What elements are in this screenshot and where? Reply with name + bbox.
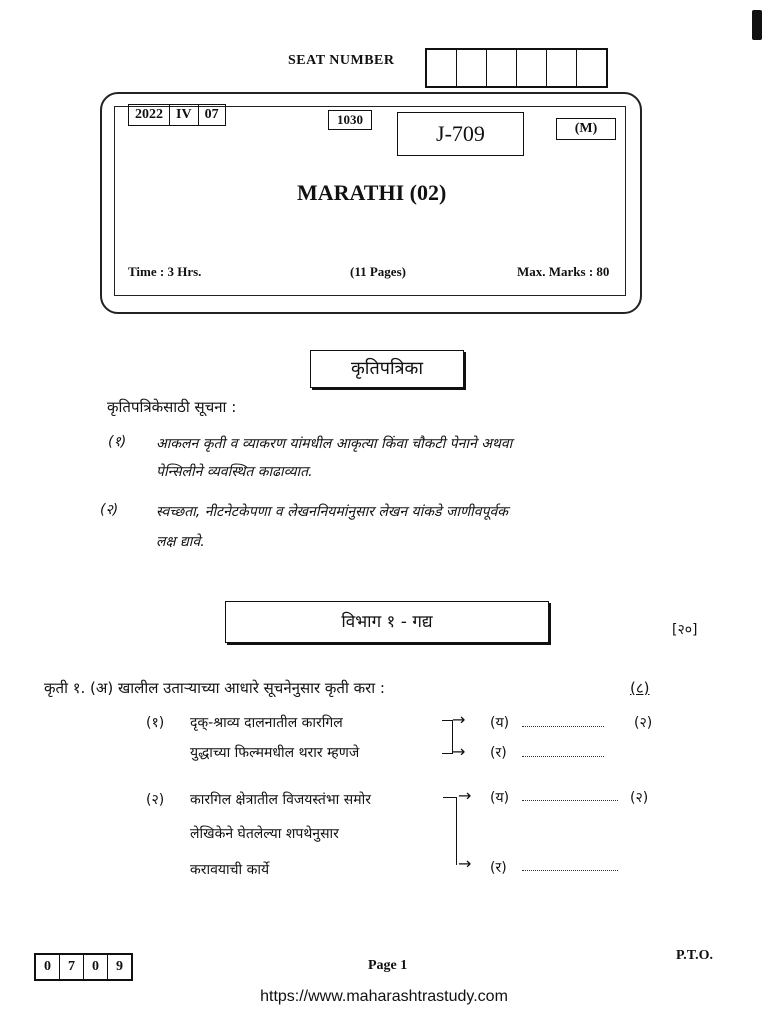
exam-code-box: J-709: [397, 112, 524, 156]
paper-code-group: [128, 104, 226, 126]
page-count: (11 Pages): [350, 264, 406, 279]
seat-number-boxes: [425, 48, 608, 88]
code-digit: 7: [60, 955, 84, 979]
code-digit: 9: [116, 959, 123, 974]
answer-blank: [522, 726, 604, 727]
instructions-title: कृतिपत्रिकेसाठी सूचना :: [107, 398, 237, 416]
subquestion-number: (२): [146, 792, 165, 808]
arrow-icon: →: [452, 710, 466, 729]
seat-number-label: SEAT NUMBER: [288, 53, 395, 68]
pto-label: P.T.O.: [676, 948, 713, 963]
question-marks: (८): [630, 679, 650, 697]
subquestion-text: दृक्‌-श्राव्य दालनातील कारगिल: [190, 715, 343, 731]
month-code: 07: [204, 107, 219, 122]
code-digit: 0: [36, 955, 60, 979]
answer-label: (र): [490, 860, 507, 876]
subquestion-text: कारगिल क्षेत्रातील विजयस्तंभा समोर: [190, 792, 371, 808]
answer-marks: (२): [634, 715, 653, 731]
medium-box: (M): [556, 118, 616, 140]
instruction-text: आकलन कृती व व्याकरण यांमधील आकृत्या किंवा चौकटी पेनाने अथवा: [156, 436, 513, 452]
code-1030-box: 1030: [328, 110, 372, 130]
subquestion-text: लेखिकेने घेतलेल्या शपथेनुसार: [190, 826, 339, 842]
instruction-number: (२): [100, 502, 119, 518]
page-number: Page 1: [368, 958, 408, 973]
answer-blank: [522, 756, 604, 757]
scan-edge-mark: [752, 10, 762, 40]
answer-label: (य): [490, 715, 510, 731]
instruction-text: स्वच्छता, नीटनेटकेपणा व लेखननियमांनुसार लेखन यांकडे जाणीवपूर्वक: [156, 504, 509, 520]
answer-marks: (२): [630, 790, 649, 806]
answer-label: (य): [490, 790, 510, 806]
instruction-number: (१): [108, 434, 127, 450]
question-label: कृती १. (अ) खालील उताऱ्याच्या आधारे सूचनेनुसार कृती करा :: [44, 679, 385, 697]
connector-line: [456, 797, 457, 865]
section-marks: [२०]: [672, 622, 698, 638]
year-code: 2022: [129, 105, 170, 125]
subquestion-text: युद्धाच्या फिल्ममधील थरार म्हणजे: [190, 745, 360, 761]
answer-blank: [522, 800, 618, 801]
activity-sheet-title: कृतिपत्रिका: [310, 350, 464, 388]
arrow-icon: →: [458, 786, 472, 805]
answer-label: (र): [490, 745, 507, 761]
section-title: विभाग १ - गद्य: [225, 601, 549, 643]
max-marks: Max. Marks : 80: [517, 264, 610, 279]
instruction-text: पेन्सिलीने व्यवस्थित काढाव्यात.: [156, 464, 313, 480]
website-url: https://www.maharashtrastudy.com: [260, 988, 508, 1005]
subquestion-text: करावयाची कार्ये: [190, 862, 270, 878]
subquestion-number: (१): [146, 715, 165, 731]
subject-title: MARATHI (02): [297, 180, 447, 205]
answer-blank: [522, 870, 618, 871]
paper-code-footer: [34, 953, 133, 981]
arrow-icon: →: [452, 742, 466, 761]
roman-code: IV: [170, 105, 199, 125]
connector-line: [443, 797, 457, 798]
code-digit: 0: [84, 955, 108, 979]
arrow-icon: →: [458, 854, 472, 873]
instruction-text: लक्ष द्यावे.: [156, 534, 205, 550]
time-label: Time : 3 Hrs.: [128, 264, 202, 279]
